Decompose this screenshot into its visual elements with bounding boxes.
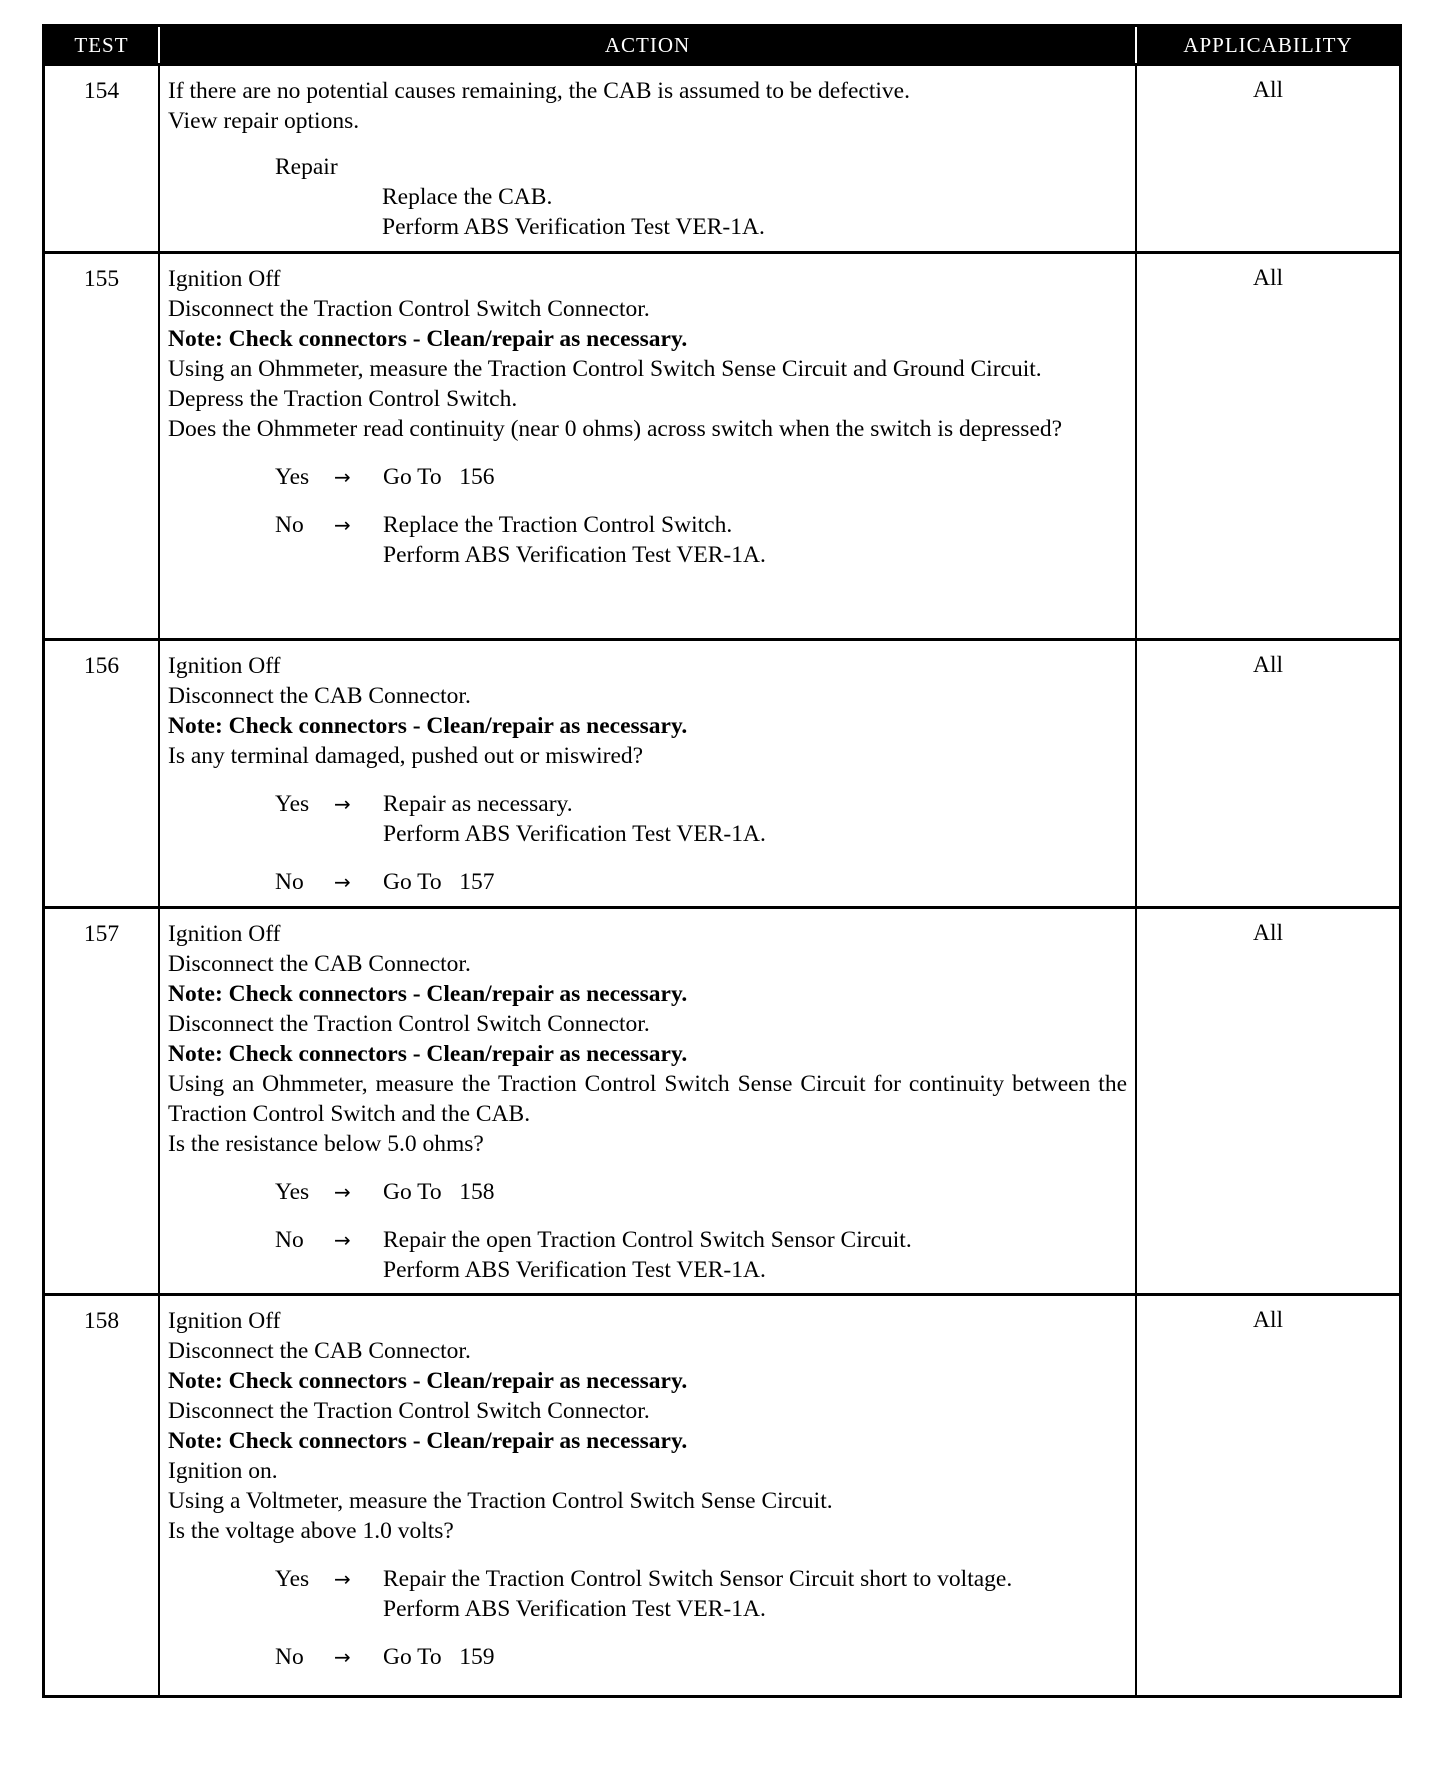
action-line: Ignition on.	[168, 1458, 278, 1484]
yes-label: Yes	[275, 1179, 310, 1205]
action-cell	[159, 908, 1136, 1295]
outcome-no	[275, 1225, 1127, 1285]
repair-steps	[382, 182, 1127, 242]
note-line: Note: Check connectors - Clean/repair as necessary.	[168, 1428, 688, 1454]
yes-result	[383, 1564, 1127, 1624]
header-applicability: APPLICABILITY	[1136, 27, 1399, 65]
table-row-158	[45, 1295, 1399, 1695]
yes-result	[383, 462, 1127, 492]
repair-step: Perform ABS Verification Test VER-1A.	[382, 214, 765, 240]
outcome-yes	[275, 462, 1127, 492]
action-line: Disconnect the CAB Connector.	[168, 951, 471, 977]
question-line: Is any terminal damaged, pushed out or miswired?	[168, 743, 644, 769]
result-line: Perform ABS Verification Test VER-1A.	[383, 1596, 766, 1622]
arrow-right-icon: →	[334, 792, 351, 816]
header-test: TEST	[45, 27, 159, 65]
note-line: Note: Check connectors - Clean/repair as necessary.	[168, 981, 688, 1007]
note-line: Note: Check connectors - Clean/repair as necessary.	[168, 1368, 688, 1394]
result-line: Perform ABS Verification Test VER-1A.	[383, 1257, 766, 1283]
arrow-right-icon: →	[334, 870, 351, 894]
yes-result	[383, 1177, 1127, 1207]
result-line: Go To 158	[383, 1179, 495, 1205]
action-line: View repair options.	[168, 108, 360, 134]
yes-label: Yes	[275, 464, 310, 490]
arrow-right-icon: →	[334, 1567, 351, 1591]
note-line: Note: Check connectors - Clean/repair as necessary.	[168, 1041, 688, 1067]
result-line: Go To 157	[383, 869, 495, 895]
no-result	[383, 1642, 1127, 1672]
action-cell	[159, 1295, 1136, 1695]
action-line: Using an Ohmmeter, measure the Traction Control Switch Sense Circuit for continuity between the Traction Control Switch and the CAB.	[168, 1071, 1133, 1127]
action-line: Using an Ohmmeter, measure the Traction Control Switch Sense Circuit and Ground Circuit.	[168, 356, 1042, 382]
header-row	[45, 27, 1399, 65]
test-number: 156	[45, 640, 159, 908]
yes-result	[383, 789, 1127, 849]
action-line: Ignition Off	[168, 921, 281, 947]
arrow-right-icon: →	[334, 1180, 351, 1204]
repair-step: Replace the CAB.	[382, 184, 553, 210]
action-line: Using a Voltmeter, measure the Traction Control Switch Sense Circuit.	[168, 1488, 833, 1514]
action-cell	[159, 640, 1136, 908]
action-line: Ignition Off	[168, 266, 281, 292]
result-line: Perform ABS Verification Test VER-1A.	[383, 821, 766, 847]
outcome-yes	[275, 1177, 1127, 1207]
arrow-right-icon: →	[334, 1228, 351, 1252]
arrow-right-icon: →	[334, 1645, 351, 1669]
action-cell	[159, 253, 1136, 640]
table-row-156	[45, 640, 1399, 908]
question-line: Does the Ohmmeter read continuity (near 0 ohms) across switch when the switch is depressed?	[168, 416, 1063, 442]
test-number: 155	[45, 253, 159, 640]
action-line: Ignition Off	[168, 653, 281, 679]
yes-label: Yes	[275, 1566, 310, 1592]
arrow-right-icon: →	[334, 465, 351, 489]
table-row-154	[45, 65, 1399, 253]
yes-label: Yes	[275, 791, 310, 817]
question-line: Is the voltage above 1.0 volts?	[168, 1518, 454, 1544]
diagnostic-table-frame	[42, 24, 1402, 1698]
no-label: No	[275, 512, 304, 538]
outcome-no	[275, 867, 1127, 897]
test-number: 158	[45, 1295, 159, 1695]
result-line: Go To 159	[383, 1644, 495, 1670]
action-cell	[159, 65, 1136, 253]
repair-label: Repair	[275, 154, 338, 180]
no-label: No	[275, 869, 304, 895]
outcome-yes	[275, 789, 1127, 849]
arrow-right-icon: →	[334, 513, 351, 537]
test-number: 157	[45, 908, 159, 1295]
no-result	[383, 510, 1127, 570]
note-line: Note: Check connectors - Clean/repair as necessary.	[168, 326, 688, 352]
result-line: Repair the open Traction Control Switch Sensor Circuit.	[383, 1227, 912, 1253]
action-line: Disconnect the Traction Control Switch Connector.	[168, 1398, 650, 1424]
applicability-value: All	[1136, 908, 1399, 1295]
no-label: No	[275, 1227, 304, 1253]
action-line: If there are no potential causes remaining, the CAB is assumed to be defective.	[168, 78, 910, 104]
applicability-value: All	[1136, 65, 1399, 253]
action-line: Disconnect the Traction Control Switch Connector.	[168, 296, 650, 322]
outcome-no	[275, 1642, 1127, 1672]
question-line: Is the resistance below 5.0 ohms?	[168, 1131, 484, 1157]
applicability-value: All	[1136, 1295, 1399, 1695]
result-line: Replace the Traction Control Switch.	[383, 512, 733, 538]
outcome-no	[275, 510, 1127, 570]
note-line: Note: Check connectors - Clean/repair as necessary.	[168, 713, 688, 739]
action-line: Disconnect the Traction Control Switch Connector.	[168, 1011, 650, 1037]
no-result	[383, 867, 1127, 897]
test-number: 154	[45, 65, 159, 253]
action-line: Depress the Traction Control Switch.	[168, 386, 518, 412]
table-row-157	[45, 908, 1399, 1295]
action-line: Disconnect the CAB Connector.	[168, 683, 471, 709]
header-action: ACTION	[159, 27, 1136, 65]
applicability-value: All	[1136, 640, 1399, 908]
outcome-yes	[275, 1564, 1127, 1624]
diagnostic-table	[45, 27, 1399, 1695]
result-line: Repair as necessary.	[383, 791, 573, 817]
result-line: Perform ABS Verification Test VER-1A.	[383, 542, 766, 568]
action-line: Ignition Off	[168, 1308, 281, 1334]
no-result	[383, 1225, 1127, 1285]
result-line: Repair the Traction Control Switch Sensor Circuit short to voltage.	[383, 1566, 1013, 1592]
no-label: No	[275, 1644, 304, 1670]
applicability-value: All	[1136, 253, 1399, 640]
action-line: Disconnect the CAB Connector.	[168, 1338, 471, 1364]
table-row-155	[45, 253, 1399, 640]
result-line: Go To 156	[383, 464, 495, 490]
